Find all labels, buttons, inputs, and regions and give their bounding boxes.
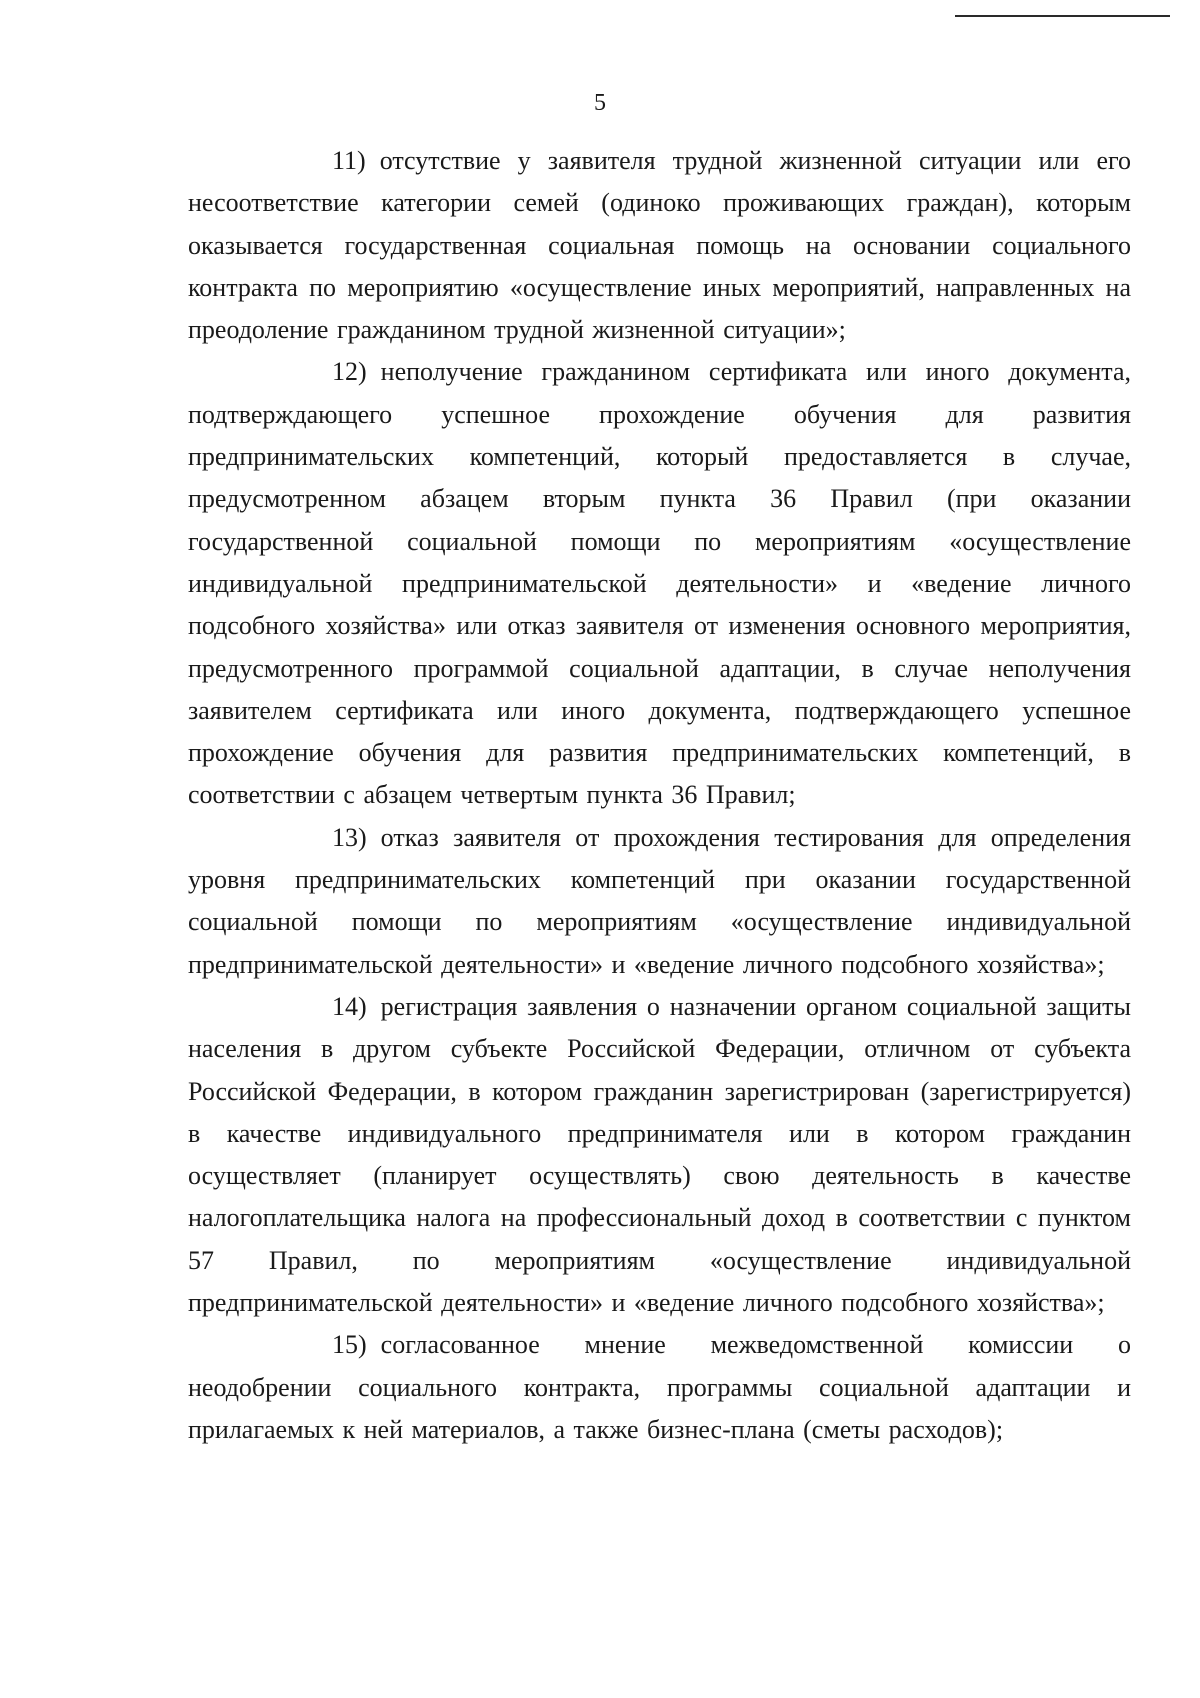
item-text: неполучение гражданином сертификата или иного документа, подтверждающего успешное прохождение обучения для развития предпринимательских компетенций, который предоставляется в случае, предусмотренном абзацем вторым пункта 36 Правил (при оказании государственной социальной помощи по мероприятиям «осуществление индивидуальной предпринимательской деятельности» и «ведение личного подсобного хозяйства» или отказ заявителя от изменения основного мероприятия, предусмотренного программой социальной адаптации, в случае неполучения заявителем сертификата или иного документа, подтверждающего успешное прохождение обучения для развития предпринимательских компетенций, в соответствии с абзацем четвертым пункта 36 Правил;: [188, 357, 1131, 810]
document-body: [188, 140, 1131, 1451]
item-text: отказ заявителя от прохождения тестирования для определения уровня предпринимательских компетенций при оказании государственной социальной помощи по мероприятиям «осуществление индивидуальной предпринимательской деятельности» и «ведение личного подсобного хозяйства»;: [188, 822, 1131, 979]
paragraph-item-13: [188, 817, 1131, 986]
item-text: регистрация заявления о назначении органом социальной защиты населения в другом субъекте Российской Федерации, отличном от субъекта Российской Федерации, в котором гражданин зарегистрирован (зарегистрируется) в качестве индивидуального предпринимателя или в котором гражданин осуществляет (планирует осуществлять) свою деятельность в качестве налогоплательщика налога на профессиональный доход в соответствии с пунктом 57 Правил, по мероприятиям «осуществление индивидуальной предпринимательской деятельности» и «ведение личного подсобного хозяйства»;: [188, 991, 1131, 1318]
item-number: 12): [332, 357, 367, 387]
paragraph-item-12: [188, 351, 1131, 816]
top-rule: [955, 15, 1170, 17]
paragraph-item-14: [188, 986, 1131, 1324]
item-number: 15): [332, 1330, 367, 1360]
page-number: 5: [594, 90, 606, 116]
paragraph-item-11: [188, 140, 1131, 351]
item-text: отсутствие у заявителя трудной жизненной ситуации или его несоответствие категории семей (одиноко проживающих граждан), которым оказывается государственная социальная помощь на основании социального контракта по мероприятию «осуществление иных мероприятий, направленных на преодоление гражданином трудной жизненной ситуации»;: [188, 146, 1131, 345]
item-text: согласованное мнение межведомственной комиссии о неодобрении социального контракта, программы социальной адаптации и прилагаемых к ней материалов, а также бизнес-плана (сметы расходов);: [188, 1330, 1131, 1444]
item-number: 13): [332, 822, 367, 852]
item-number: 11): [332, 146, 366, 175]
paragraph-item-15: [188, 1324, 1131, 1451]
item-number: 14): [332, 991, 367, 1021]
